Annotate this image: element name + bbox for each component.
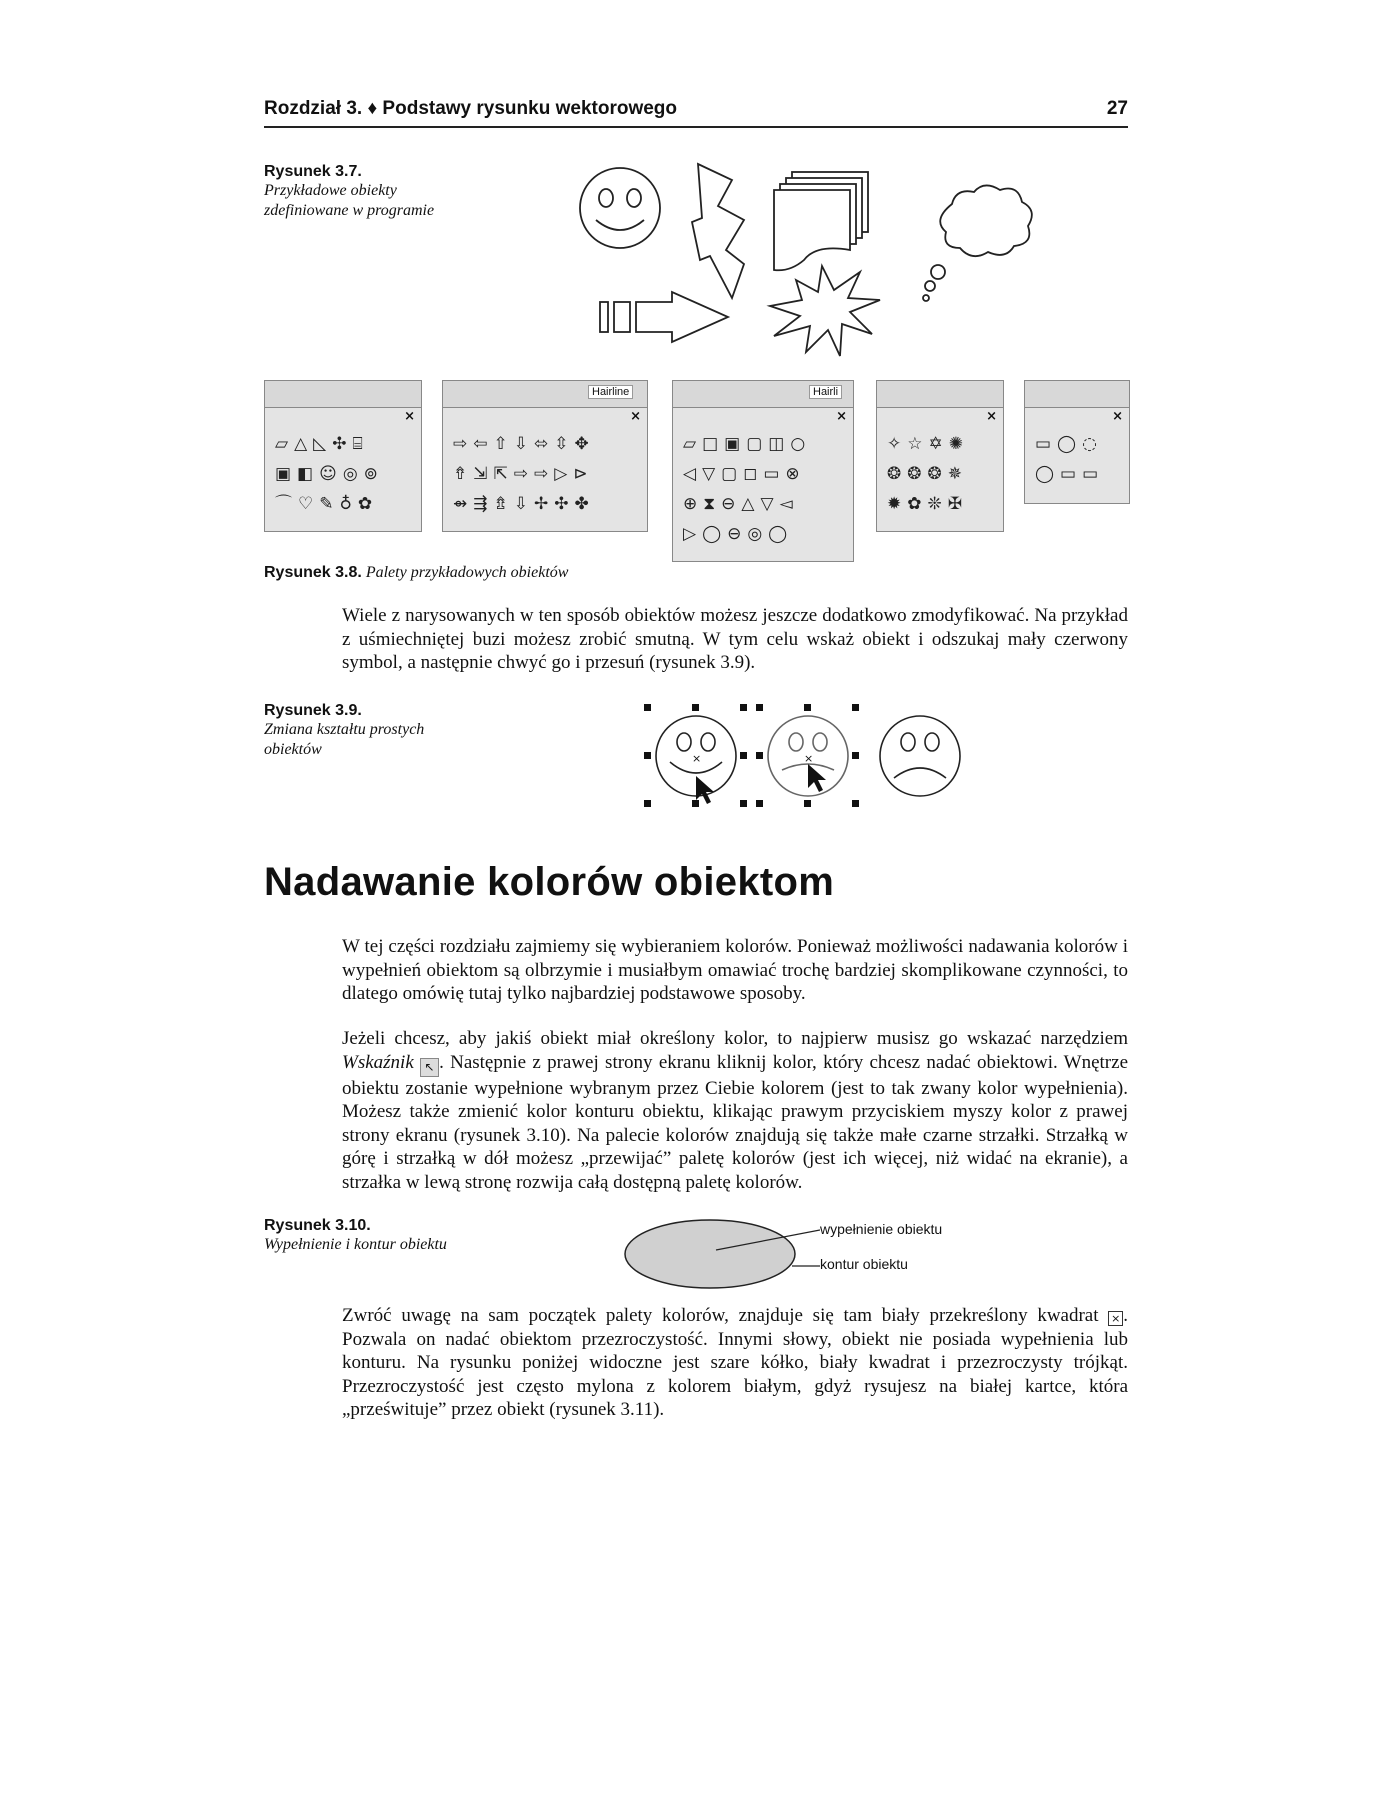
paragraph-fill-color: Jeżeli chcesz, aby jakiś obiekt miał określony kolor, to najpierw musisz go wskazać narzędziem Wskaźnik ↖ . Następnie z prawej strony ekranu kliknij kolor, który chcesz nadać obiektowi. Wnętrze obiektu zostanie wypełnione wybranym przez Ciebie kolorem (jest to tak zwany kolor wypełnienia). Możesz także zmienić kolor konturu obiektu, klikając prawym przyciskiem myszy kolor z prawej strony ekranu (rysunek 3.10). Na palecie kolorów znajdują się także małe czarne strzałki. Strzałką w górę i strzałką w dół możesz „przewijać” paletę kolorów (jest ich więcej, niż widać na ekranie), a strzałka w lewą stronę rozwija całą dostępną paletę kolorów. (342, 1028, 1129, 1193)
smiley-shape (580, 168, 660, 248)
palette-basic-shapes[interactable] (264, 380, 422, 532)
tool-name: Wskaźnik (342, 1051, 414, 1073)
figure-3-9-caption (264, 702, 464, 760)
paragraph-colors-intro: W tej części rozdziału zajmiemy się wybieraniem kolorów. Ponieważ możliwości nadawania kolorów i wypełnień obiektom są olbrzymie i musiałbym omawiać trochę bardziej skomplikowane czynności, to dlatego omówię tutaj tylko najbardziej podstawowe sposoby. (342, 936, 1128, 1004)
palette-arrow-shapes[interactable] (442, 380, 648, 532)
figure-3-10-label: Rysunek 3.10. (264, 1217, 371, 1234)
palette-callout-shapes[interactable] (1024, 380, 1130, 504)
no-color-swatch-icon: × (1108, 1311, 1123, 1326)
figure-3-10-ellipse (620, 1214, 820, 1294)
figure-3-10-description: Wypełnienie i kontur obiektu (264, 1236, 447, 1253)
cursor-icon (808, 764, 826, 792)
section-title: Nadawanie kolorów obiektom (264, 860, 835, 904)
block-arrow-shape (600, 292, 728, 342)
figure-3-7-description: Przykładowe obiekty zdefiniowane w programie (264, 182, 435, 219)
figure-3-10-caption (264, 1217, 464, 1255)
palette-flowchart-shapes[interactable] (672, 380, 854, 562)
svg-text:×: × (804, 752, 814, 765)
chapter-title: Rozdział 3. ♦ Podstawy rysunku wektorowego (264, 98, 677, 119)
figure-3-7-shapes (560, 160, 1040, 360)
figure-3-8-description: Palety przykładowych obiektów (365, 564, 569, 581)
figure-3-8-caption (264, 563, 864, 583)
palette-toolbar (1025, 381, 1129, 408)
close-icon[interactable]: × (630, 409, 641, 424)
lightning-shape (692, 164, 744, 298)
palette-grid[interactable]: ▱□▣▢◫○ ◁▽▢◻▭⊗ ⊕⧗⊖△▽◅ ▷◯⊖◎◯ (683, 434, 812, 544)
close-icon[interactable]: × (986, 409, 997, 424)
palette-toolbar (265, 381, 421, 408)
figure-3-9-description: Zmiana kształtu prostych obiektów (264, 721, 425, 758)
close-icon[interactable]: × (404, 409, 415, 424)
svg-text:×: × (692, 752, 702, 765)
explosion-shape (770, 266, 880, 356)
line-width-field[interactable]: Hairline (588, 385, 633, 399)
pointer-tool-icon: ↖ (420, 1058, 439, 1077)
line-width-field[interactable]: Hairli (809, 385, 842, 399)
figure-3-9-faces (640, 700, 970, 812)
figure-3-8-label: Rysunek 3.8. (264, 564, 362, 581)
figure-3-7-caption (264, 163, 484, 221)
palette-toolbar (673, 381, 853, 408)
cloud-shape (940, 185, 1032, 256)
palette-toolbar (877, 381, 1003, 408)
palette-toolbar (443, 381, 647, 408)
figure-3-9-label: Rysunek 3.9. (264, 702, 362, 719)
palette-grid[interactable]: ▭◯◌ ◯▭▭ (1035, 434, 1105, 484)
close-icon[interactable]: × (836, 409, 847, 424)
cursor-icon (696, 776, 714, 804)
palette-grid[interactable]: ⇨⇦⇧⇩⬄⇳✥ ⇮⇲⇱⇨⇨▷⊳ ⇴⇶⇯⇩✢✣✤ (453, 434, 595, 514)
palette-grid[interactable]: ▱△◺✣⌸ ▣◧☺◎⊚ ⌒♡✎♁✿ (275, 434, 384, 514)
paragraph-transparency: Zwróć uwagę na sam początek palety kolorów, znajduje się tam biały przekreślony kwadrat × . Pozwala on nadać obiektom przezroczystość. Innymi słowy, obiekt nie posiada wypełnienia lub konturu. Na rysunku poniżej widoczne jest szare kółko, biały kwadrat i przezroczysty trójkąt. Przezroczystość jest często mylona z kolorem białym, gdyż rysujesz na białej kartce, która „prześwituje” przez obiekt (rysunek 3.11). (342, 1305, 1128, 1420)
palette-grid[interactable]: ✧☆✡✺ ❂❂❂✵ ✹✿❊✠ (887, 434, 969, 514)
running-header (264, 98, 1128, 128)
stacked-pages-shape (774, 172, 868, 270)
fill-label: wypełnienie obiektu (820, 1221, 943, 1237)
paragraph-modify-objects: Wiele z narysowanych w ten sposób obiektów możesz jeszcze dodatkowo zmodyfikować. Na przykład z uśmiechniętej buzi możesz zrobić smutną. W tym celu wskaż obiekt i odszukaj mały czerwony symbol, a następnie chwyć go i przesuń (rysunek 3.9). (342, 605, 1128, 673)
sad-face (880, 716, 960, 796)
figure-3-7-label: Rysunek 3.7. (264, 163, 362, 180)
outline-label: kontur obiektu (820, 1256, 908, 1272)
close-icon[interactable]: × (1112, 409, 1123, 424)
page-number: 27 (1106, 98, 1128, 119)
palette-star-shapes[interactable] (876, 380, 1004, 532)
